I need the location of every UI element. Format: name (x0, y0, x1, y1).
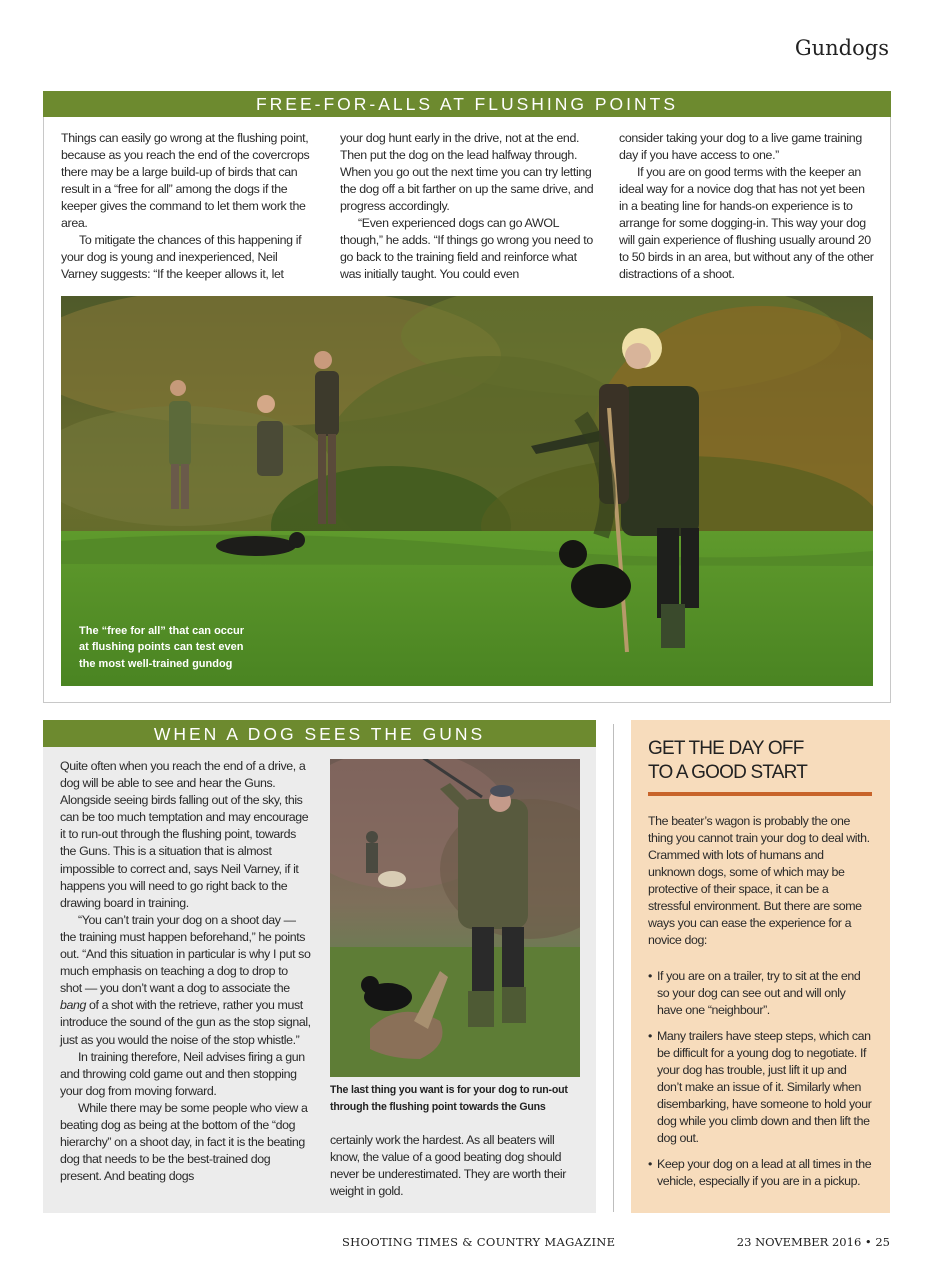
bullet-icon: • (648, 1157, 652, 1171)
sidebar-heading (648, 737, 872, 785)
paragraph (60, 912, 312, 1049)
text-column-3 (619, 130, 874, 283)
left-text-column (60, 758, 312, 1185)
flushing-points-panel (43, 91, 891, 703)
paragraph: Quite often when you reach the end of a drive, a dog will be able to see and hear the Guns. Alongside seeing birds falling out of the sky, this can be too much temptation and may encourage it to run-out through the flushing point, towards the Guns. This is a situation that is almost impossible to correct and, says Neil Varney, if it happens you will need to go right back to the drawing board in training. (60, 759, 309, 910)
list-item (648, 968, 872, 1019)
heading-line: TO A GOOD START (648, 762, 808, 783)
list-item-text: If you are on a trailer, try to sit at the end so your dog can see out and will only have one “neighbour”. (657, 969, 861, 1017)
text-column-2 (340, 130, 595, 283)
paragraph: your dog hunt early in the drive, not at the end. Then put the dog on the lead halfway through. When you go out the next time you can try letting the dog off a bit farther on up the same drive, and progress accordingly. (340, 131, 594, 213)
heading-line: GET THE DAY OFF (648, 738, 804, 759)
photo-caption: The “free for all” that can occur at flushing points can test even the most well-trained gundog (79, 624, 245, 670)
section-tag: Gundogs (794, 36, 889, 60)
emphasis: bang (60, 998, 86, 1013)
section-heading: FREE-FOR-ALLS AT FLUSHING POINTS (43, 91, 891, 117)
text-run: “You can’t train your dog on a shoot day — the training must happen beforehand,” he points out. “And this situation in particular is why I put so much emphasis on teaching a dog to drop to shot — you don’t want a dog to associate the (60, 912, 311, 996)
list-item-text: Keep your dog on a lead at all times in the vehicle, especially if you are in a pickup. (657, 1157, 872, 1188)
right-text-column (330, 1132, 582, 1200)
good-start-sidebar (631, 720, 890, 1213)
text-run: of a shot with the retrieve, rather you must introduce the sound of the gun as the stop signal, just as you would the noise of the stop whistle.” (60, 998, 311, 1047)
list-item-text: Many trailers have steep steps, which can be difficult for a young dog to negotiate. If your dog has trouble, just lift it up and don’t make an issue of it. Similarly when disembarking, have someone to hold your dog while you climb down and then lift the dog out. (657, 1029, 872, 1145)
date-page-number: 23 NOVEMBER 2016 • 25 (736, 1235, 890, 1249)
publication-name: SHOOTING TIMES & COUNTRY MAGAZINE (342, 1235, 616, 1249)
sidebar-intro: The beater’s wagon is probably the one thing you cannot train your dog to deal with. Crammed with lots of humans and unknown dogs, some of which may be protective of their space, it can be a stressful environment. But there are some ways you can ease the experience for a novice dog: (648, 814, 870, 947)
column-divider (613, 724, 614, 1212)
list-item (648, 1156, 872, 1190)
three-column-text (61, 130, 875, 283)
paragraph: In training therefore, Neil advises firing a gun and throwing cold game out and then stopping your dog from moving forward. (60, 1049, 305, 1098)
paragraph: If you are on good terms with the keeper an ideal way for a novice dog that has not yet been in a beating line for hands-on experience is to arrange for some dogging-in. This way your dog will gain experience of flushing usually around 20 to 50 birds in an area, but without any of the other distractions of a shoot. (619, 165, 874, 281)
dog-sees-guns-panel (43, 720, 596, 1213)
beating-line-photo (61, 296, 873, 686)
bullet-icon: • (648, 969, 652, 983)
paragraph: consider taking your dog to a live game training day if you have access to one.” (619, 131, 862, 162)
section-heading: WHEN A DOG SEES THE GUNS (43, 720, 596, 747)
text-column-1 (61, 130, 316, 283)
paragraph: “Even experienced dogs can go AWOL though,” he adds. “If things go wrong you need to go back to the training field and reinforce what was initially taught. You could even (340, 216, 593, 281)
photo-caption: The last thing you want is for your dog to run-out through the flushing point towards the Guns (330, 1084, 568, 1113)
bullet-icon: • (648, 1029, 652, 1043)
tips-list (648, 968, 872, 1190)
paragraph: While there may be some people who view a beating dog as being at the bottom of the “dog hierarchy” on a shoot day, in fact it is the beating dog that needs to be the best-trained dog present. And beating dogs (60, 1100, 308, 1184)
paragraph: certainly work the hardest. As all beaters will know, the value of a good beating dog should never be underestimated. They are worth their weight in gold. (330, 1133, 566, 1198)
paragraph: To mitigate the chances of this happening if your dog is young and inexperienced, Neil Varney suggests: “If the keeper allows it, let (61, 233, 302, 281)
list-item (648, 1028, 872, 1147)
gun-and-dog-photo (330, 759, 580, 1077)
shooter-illustration (330, 759, 580, 1077)
paragraph: Things can easily go wrong at the flushing point, because as you reach the end of the covercrops there may be a large build-up of birds that can result in a “free for all” among the dogs if the keeper gives the command to let them work the area. (61, 131, 310, 230)
heading-rule (648, 792, 872, 796)
